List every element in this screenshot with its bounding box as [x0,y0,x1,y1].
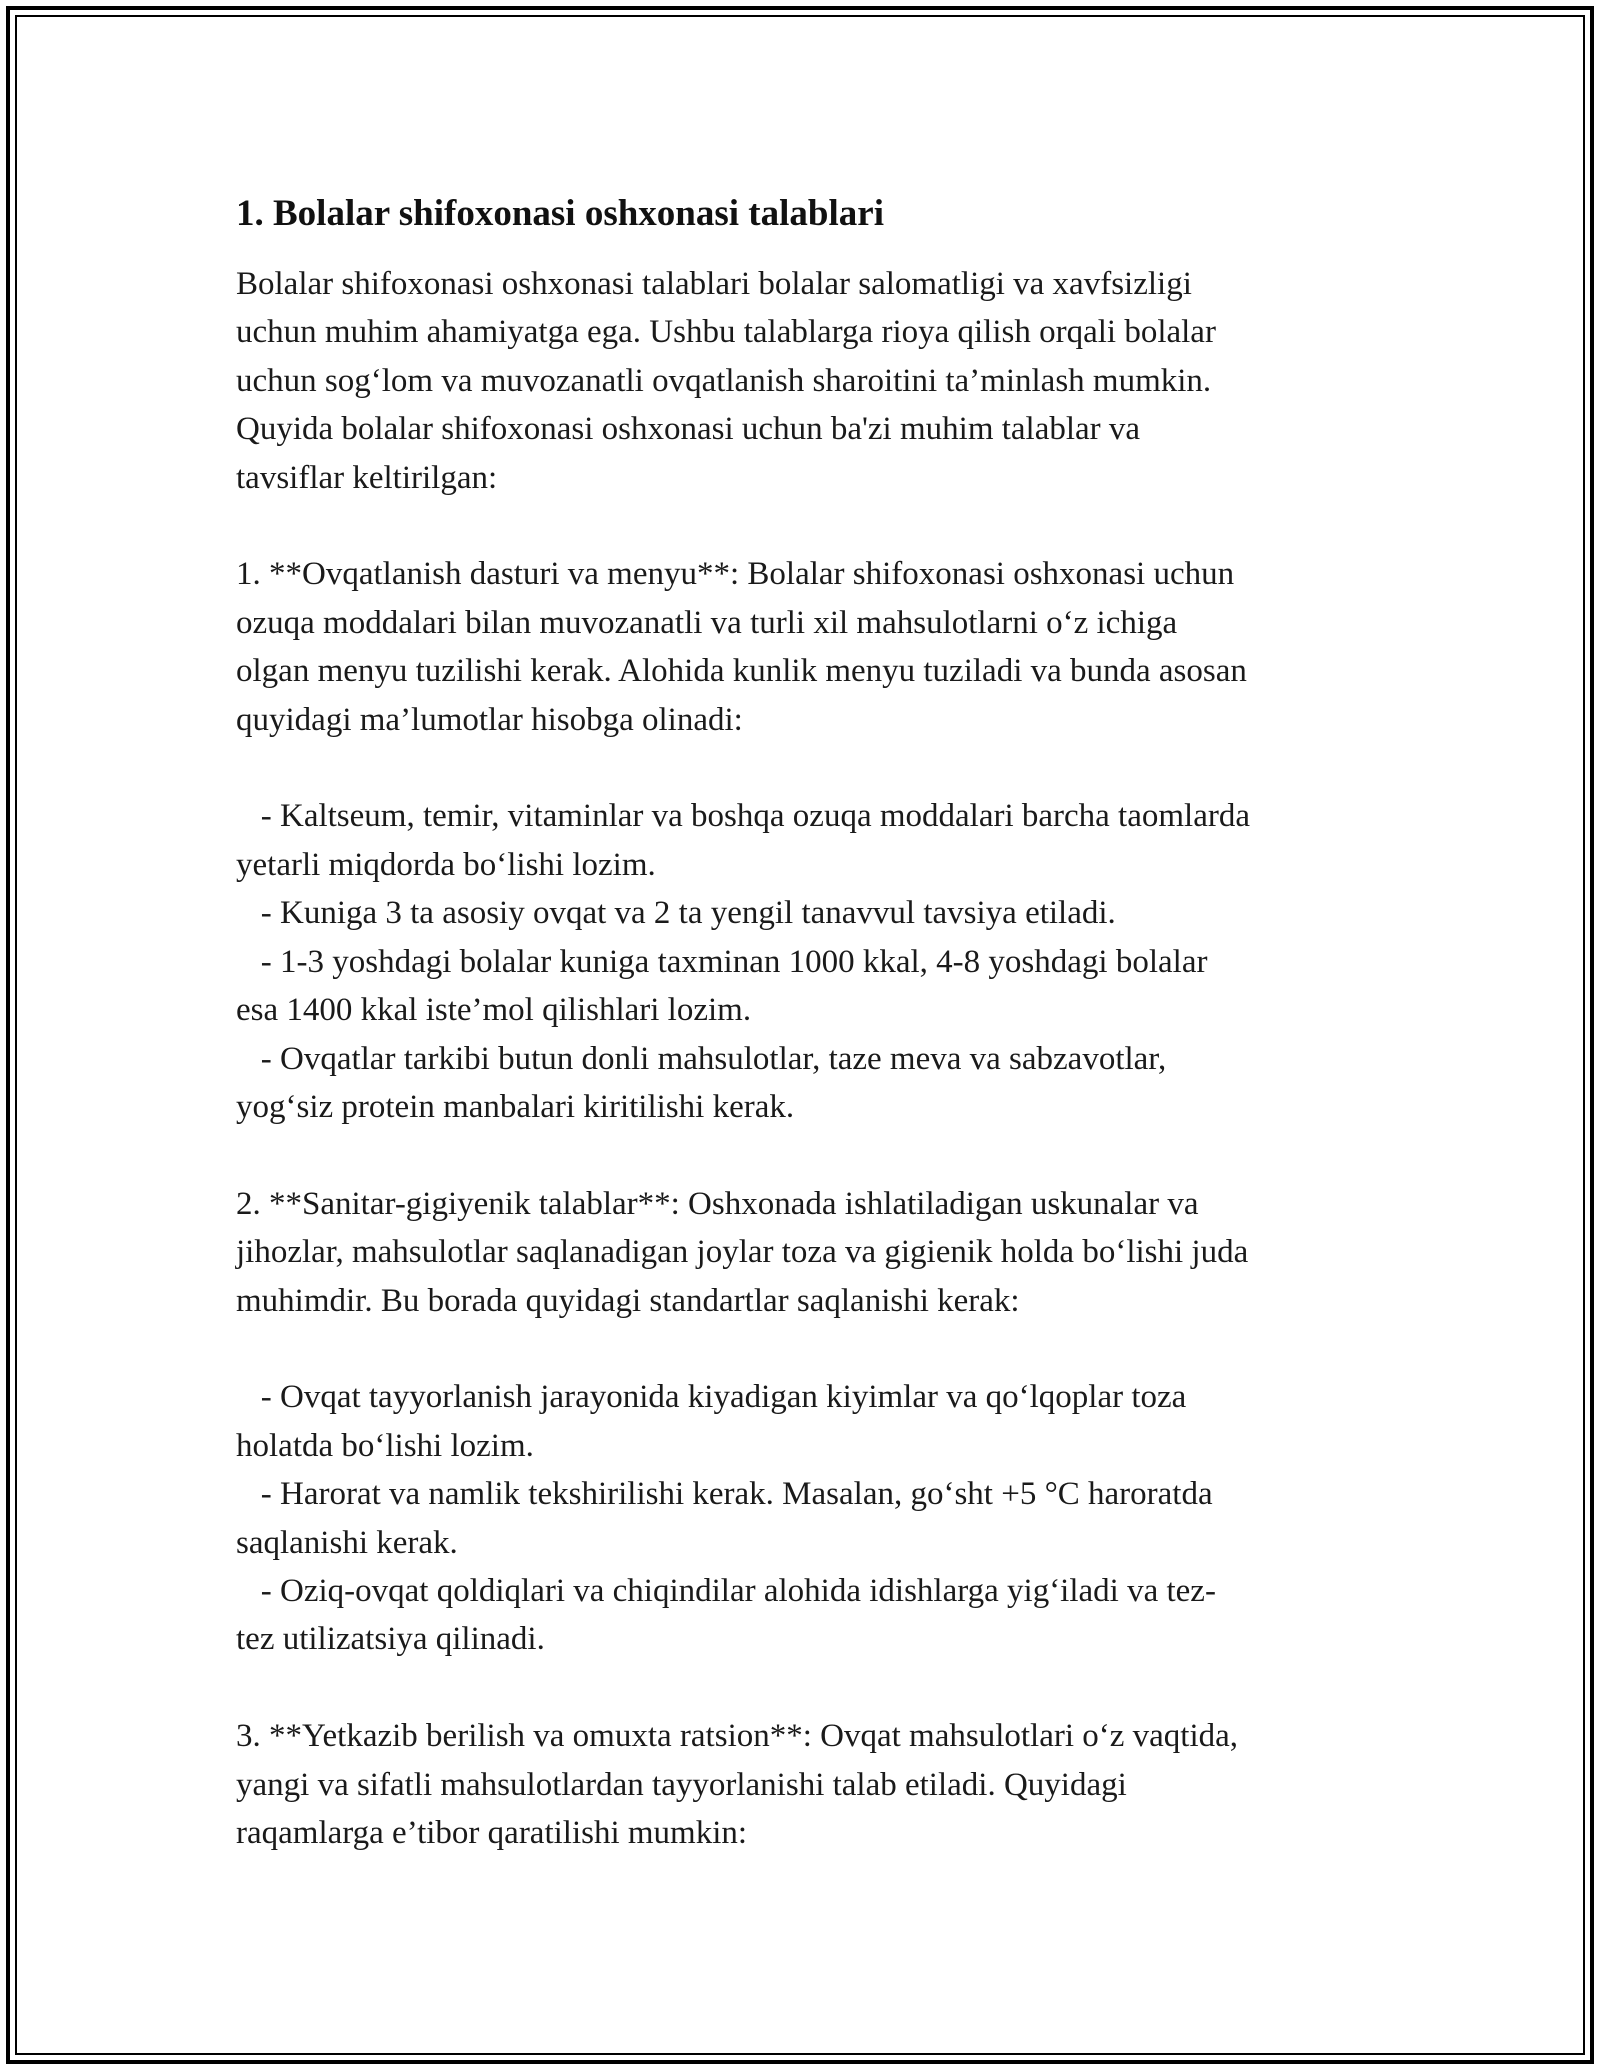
blank-line [236,1664,1376,1712]
text-line: - Ovqatlar tarkibi butun donli mahsulotlar, taze meva va sabzavotlar, [236,1040,1167,1077]
text-line: esa 1400 kkal iste’mol qilishlari lozim. [236,992,752,1029]
text-line: saqlanishi kerak. [236,1524,458,1561]
blank-line [236,744,1376,792]
text-line: - Oziq-ovqat qoldiqlari va chiqindilar alohida idishlarga yig‘iladi va tez- [236,1572,1216,1609]
text-line: holatda bo‘lishi lozim. [236,1427,534,1464]
text-line: olgan menyu tuzilishi kerak. Alohida kunlik menyu tuziladi va bunda asosan [236,653,1247,690]
text-line: yog‘siz protein manbalari kiritilishi kerak. [236,1088,795,1125]
section-body [236,260,1376,1857]
text-line: jihozlar, mahsulotlar saqlanadigan joylar toza va gigienik holda bo‘lishi juda [236,1234,1249,1271]
text-line: ozuqa moddalari bilan muvozanatli va turli xil mahsulotlarni o‘z ichiga [236,604,1178,641]
text-line: - Kaltseum, temir, vitaminlar va boshqa ozuqa moddalari barcha taomlarda [236,798,1250,835]
text-line: 2. **Sanitar-gigiyenik talablar**: Oshxonada ishlatiladigan uskunalar va [236,1185,1199,1222]
text-line: tez utilizatsiya qilinadi. [236,1621,545,1658]
text-line: yetarli miqdorda bo‘lishi lozim. [236,846,656,883]
blank-line [236,1131,1376,1179]
text-line: - 1-3 yoshdagi bolalar kuniga taxminan 1000 kkal, 4-8 yoshdagi bolalar [236,943,1208,980]
blank-line [236,1325,1376,1373]
text-line: uchun muhim ahamiyatga ega. Ushbu talablarga rioya qilish orqali bolalar [236,314,1216,351]
section-title: 1. Bolalar shifoxonasi oshxonasi talablari [236,193,884,234]
text-line: - Harorat va namlik tekshirilishi kerak. Masalan, go‘sht +5 °C haroratda [236,1476,1213,1513]
text-line: - Kuniga 3 ta asosiy ovqat va 2 ta yengil tanavvul tavsiya etiladi. [236,895,1116,932]
text-line: uchun sog‘lom va muvozanatli ovqatlanish sharoitini ta’minlash mumkin. [236,362,1212,399]
document-content [236,186,1376,1857]
blank-line [236,502,1376,550]
text-line: Bolalar shifoxonasi oshxonasi talablari bolalar salomatligi va xavfsizligi [236,266,1192,302]
text-line: Quyida bolalar shifoxonasi oshxonasi uchun ba'zi muhim talablar va [236,411,1141,448]
text-line: yangi va sifatli mahsulotlardan tayyorlanishi talab etiladi. Quyidagi [236,1766,1127,1803]
text-line: tavsiflar keltirilgan: [236,459,498,496]
text-line: - Ovqat tayyorlanish jarayonida kiyadigan kiyimlar va qo‘lqoplar toza [236,1379,1187,1416]
text-line: 3. **Yetkazib berilish va omuxta ratsion**: Ovqat mahsulotlari o‘z vaqtida, [236,1718,1239,1755]
text-line: muhimdir. Bu borada quyidagi standartlar saqlanishi kerak: [236,1282,1020,1319]
text-line: raqamlarga e’tibor qaratilishi mumkin: [236,1815,748,1851]
text-line: 1. **Ovqatlanish dasturi va menyu**: Bolalar shifoxonasi oshxonasi uchun [236,556,1235,593]
text-line: quyidagi ma’lumotlar hisobga olinadi: [236,701,743,738]
